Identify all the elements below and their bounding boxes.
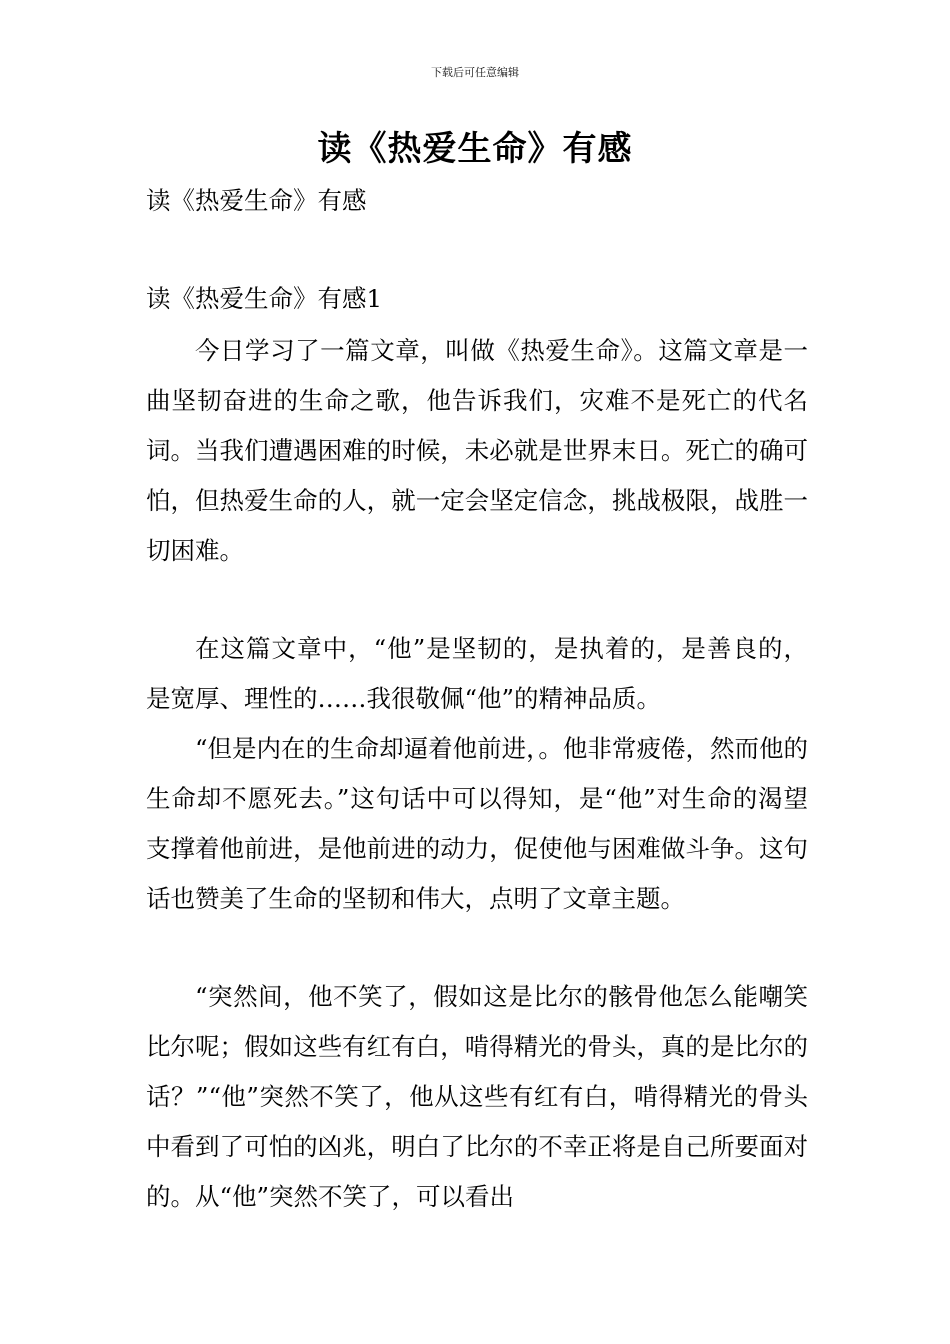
paragraph-4: “突然间，他不笑了，假如这是比尔的骸骨他怎么能嘲笑比尔呢；假如这些有红有白，啃得精光的骨头，真的是比尔的话？”“他”突然不笑了，他从这些有红有白，啃得精光的骨头中看到了可怕的凶兆，明白了比尔的不幸正将是自己所要面对的。从“他”突然不笑了，可以看出 — [146, 982, 808, 1211]
section-heading: 读《热爱生命》有感1 — [146, 284, 383, 313]
document-title: 读《热爱生命》有感 — [317, 129, 633, 169]
header-note: 下载后可任意编辑 — [431, 66, 519, 79]
paragraph-1: 今日学习了一篇文章，叫做《热爱生命》。这篇文章是一曲坚韧奋进的生命之歌，他告诉我们，灾难不是死亡的代名词。当我们遭遇困难的时候，未必就是世界末日。死亡的确可怕，但热爱生命的人，就一定会坚定信念，挑战极限，战胜一切困难。 — [146, 336, 808, 565]
document-subtitle: 读《热爱生命》有感 — [146, 186, 367, 215]
paragraph-3: “但是内在的生命却逼着他前进，。他非常疲倦，然而他的生命却不愿死去。”这句话中可以得知，是“他”对生命的渴望支撑着他前进，是他前进的动力，促使他与困难做斗争。这句话也赞美了生命的坚韧和伟大，点明了文章主题。 — [146, 734, 808, 913]
paragraph-2: 在这篇文章中，“他”是坚韧的，是执着的，是善良的，是宽厚、理性的……我很敬佩“他”的精神品质。 — [146, 634, 808, 713]
